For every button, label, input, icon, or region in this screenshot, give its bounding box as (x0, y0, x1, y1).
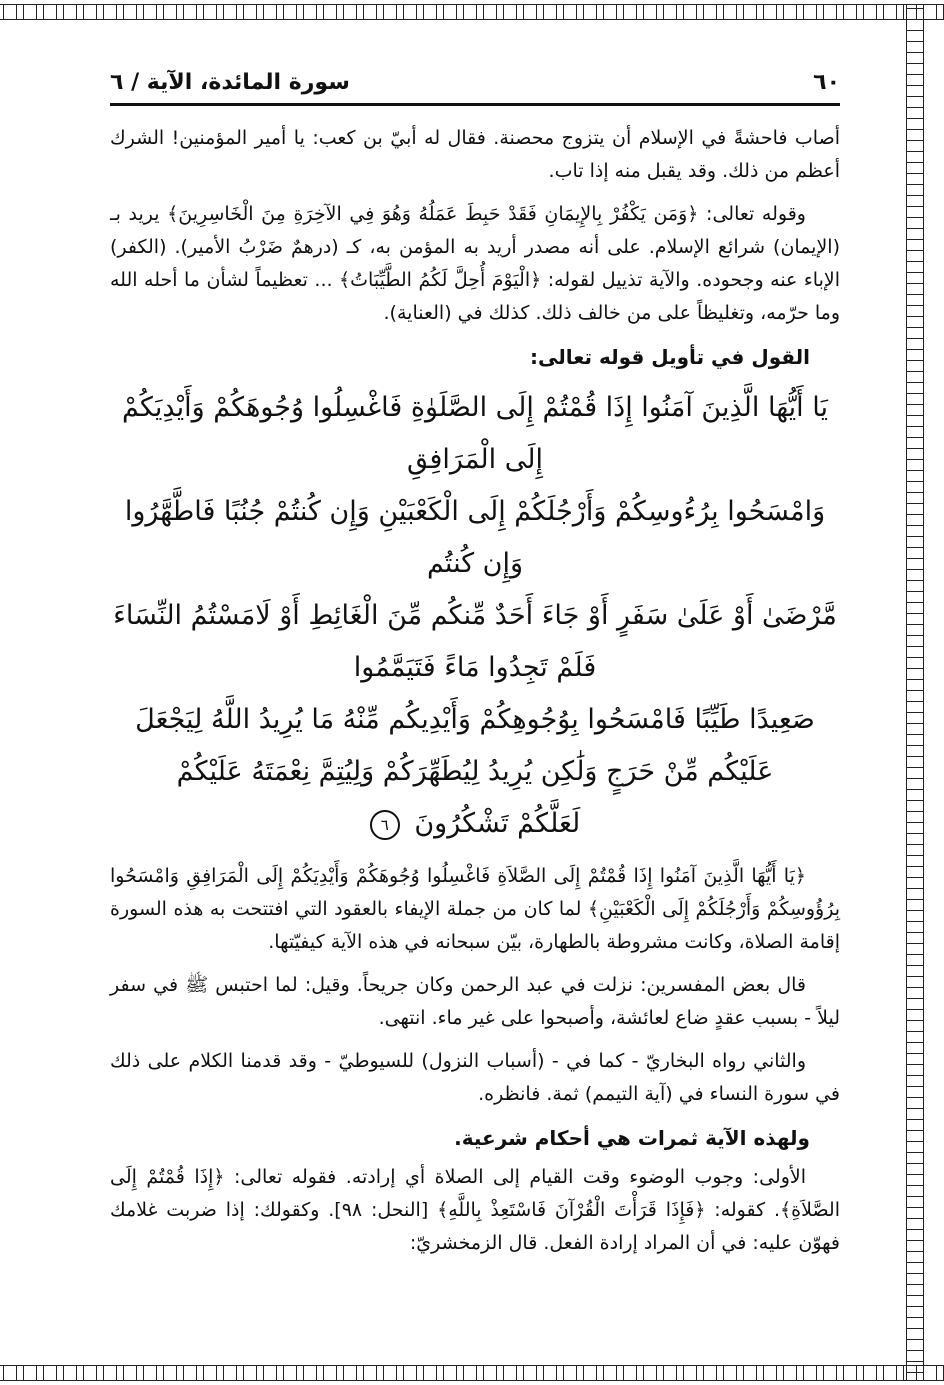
quran-verse-block (110, 382, 840, 850)
section-heading-tafsir: القول في تأويل قوله تعالى: (530, 345, 810, 369)
quran-line-6 (110, 798, 840, 850)
running-head (110, 70, 840, 106)
quran-line-4: صَعِيدًا طَيِّبًا فَامْسَحُوا بِوُجُوهِكُمْ وَأَيْدِيكُم مِّنْهُ مَا يُرِيدُ اللَّهُ لِيَجْعَلَ (135, 704, 815, 735)
right-ornament-border (906, 4, 924, 1381)
quran-line-5: عَلَيْكُم مِّنْ حَرَجٍ وَلَٰكِن يُرِيدُ لِيُطَهِّرَكُمْ وَلِيُتِمَّ نِعْمَتَهُ عَلَيْكُمْ (176, 756, 774, 787)
book-page (110, 70, 840, 1350)
paragraph-4: قال بعض المفسرين: نزلت في عبد الرحمن وكان جريحاً. وقيل: لما احتبس ﷺ في سفر ليلاً - بسبب عقدٍ ضاع لعائشة، وأصبحوا على غير ماء. انتهى. (110, 974, 840, 1029)
bottom-ornament-border (0, 1365, 944, 1381)
paragraph-2: وقوله تعالى: ﴿وَمَن يَكْفُرْ بِالإِيمَانِ فَقَدْ حَبِطَ عَمَلُهُ وَهُوَ فِي الآخِرَةِ مِنَ الْخَاسِرِينَ﴾ يريد بـ (الإيمان) شرائع الإسلام. على أنه مصدر أريد به المؤمن به، كـ (درهمٌ ضَرْبُ الأمير). (الكفر) الإباء عنه وجحوده. والآية تذييل لقوله: ﴿الْيَوْمَ أُحِلَّ لَكُمُ الطَّيِّبَاتُ﴾ ... تعظيماً لشأن ما أحله الله وما حرّمه، وتغليظاً على من خالف ذلك. كذلك في (العناية). (110, 203, 840, 324)
paragraph-3: ﴿يَا أَيُّهَا الَّذِينَ آمَنُوا إِذَا قُمْتُمْ إِلَى الصَّلاَةِ فَاغْسِلُوا وُجُوهَكُمْ وَأَيْدِيَكُمْ إِلَى الْمَرَافِقِ وَامْسَحُوا بِرُؤُوسِكُمْ وَأَرْجُلَكُمْ إِلَى الْكَعْبَيْنِ﴾ لما كان من جملة الإيفاء بالعقود التي افتتحت به هذه السورة إقامة الصلاة، وكانت مشروطة بالطهارة، بيّن سبحانه في هذه الآية كيفيّتها. (110, 865, 840, 953)
paragraph-5: والثاني رواه البخاريّ - كما في - (أسباب النزول) للسيوطيّ - وقد قدمنا الكلام على ذلك في سورة النساء في (آية التيمم) ثمة. فانظره. (110, 1050, 840, 1105)
surah-title: سورة المائدة، الآية / ٦ (110, 70, 350, 95)
quran-line-2: وَامْسَحُوا بِرُءُوسِكُمْ وَأَرْجُلَكُمْ إِلَى الْكَعْبَيْنِ وَإِن كُنتُمْ جُنُبًا فَاطَّهَّرُوا وَإِن كُنتُم (124, 496, 826, 579)
quran-line-3: مَّرْضَىٰ أَوْ عَلَىٰ سَفَرٍ أَوْ جَاءَ أَحَدٌ مِّنكُم مِّنَ الْغَائِطِ أَوْ لَامَسْتُمُ النِّسَاءَ فَلَمْ تَجِدُوا مَاءً فَتَيَمَّمُوا (113, 600, 837, 683)
ayah-number-mark: ٦ (370, 810, 400, 840)
quran-line-6-text: لَعَلَّكُمْ تَشْكُرُونَ (414, 808, 581, 839)
page-number: ٦٠ (813, 70, 840, 95)
quran-line-1: يَا أَيُّهَا الَّذِينَ آمَنُوا إِذَا قُمْتُمْ إِلَى الصَّلَوٰةِ فَاغْسِلُوا وُجُوهَكُمْ وَأَيْدِيَكُمْ إِلَى الْمَرَافِقِ (122, 392, 828, 475)
paragraph-6: الأولى: وجوب الوضوء وقت القيام إلى الصلاة أي إرادته. فقوله تعالى: ﴿إِذَا قُمْتُمْ إِلَى الصَّلاَةِ﴾. كقوله: ﴿فَإِذَا قَرَأْتَ الْقُرْآنَ فَاسْتَعِذْ بِاللَّهِ﴾ [النحل: ٩٨]. وكقولك: إذا ضربت غلامك فهوّن عليه: في أن المراد إرادة الفعل. قال الزمخشريّ: (110, 1166, 840, 1254)
top-ornament-border (0, 4, 944, 20)
paragraph-1: أصاب فاحشةً في الإسلام أن يتزوج محصنة. فقال له أبيّ بن كعب: يا أمير المؤمنين! الشرك أعظم من ذلك. وقد يقبل منه إذا تاب. (110, 127, 840, 182)
section-heading-rulings: ولهذه الآية ثمرات هي أحكام شرعية. (454, 1126, 810, 1150)
